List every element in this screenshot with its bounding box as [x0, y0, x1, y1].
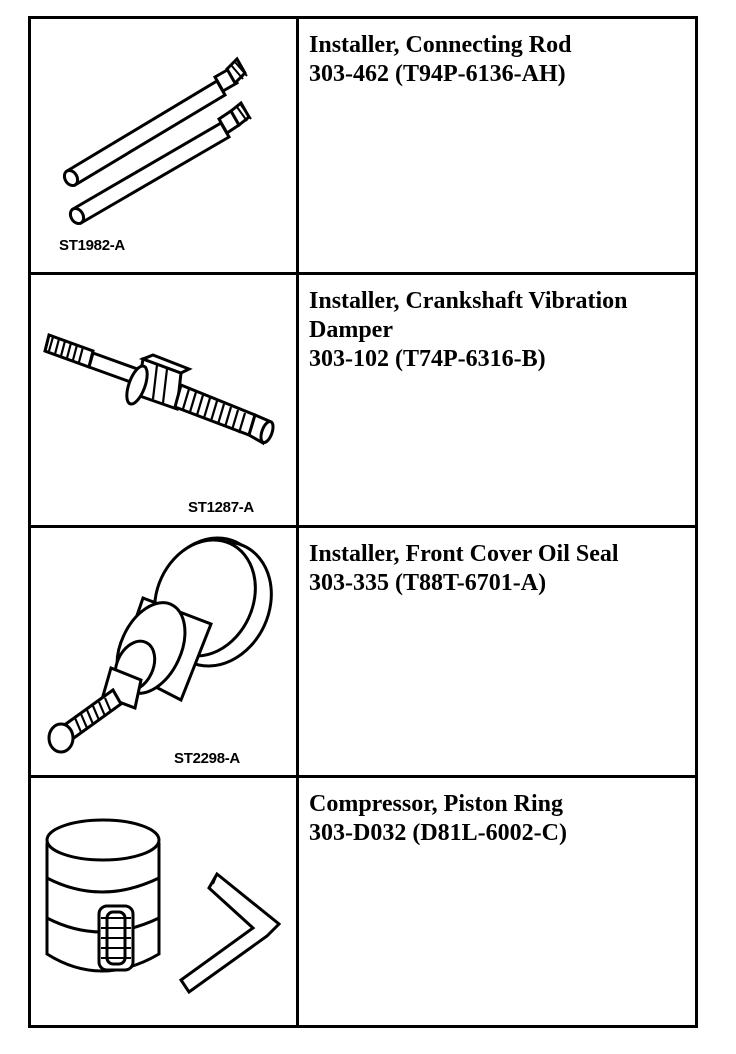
oil-seal-installer-icon	[31, 528, 296, 775]
tool-title: Installer, Front Cover Oil Seal	[309, 541, 619, 567]
illustration-cell	[31, 275, 299, 525]
tool-description	[299, 778, 695, 1025]
tool-number: 303-D032 (D81L-6002-C)	[309, 820, 567, 846]
tool-title: Compressor, Piston Ring	[309, 791, 564, 817]
illustration-code: ST2298-A	[174, 750, 240, 767]
table-row	[31, 275, 695, 528]
table-row	[31, 19, 695, 275]
table-row	[31, 778, 695, 1025]
tool-description	[299, 528, 695, 775]
piston-ring-compressor-icon	[31, 778, 296, 1025]
illustration-code: ST1287-A	[188, 499, 254, 516]
tool-title: Installer, Connecting Rod	[309, 32, 572, 58]
tool-description	[299, 275, 695, 525]
illustration-code: ST1982-A	[59, 237, 125, 254]
illustration-cell	[31, 528, 299, 775]
connecting-rod-installer-icon	[31, 19, 296, 272]
illustration-cell	[31, 778, 299, 1025]
tool-description	[299, 19, 695, 272]
tool-number: 303-335 (T88T-6701-A)	[309, 570, 547, 596]
tool-title: Installer, Crankshaft Vibration Damper	[309, 288, 628, 343]
tool-number: 303-462 (T94P-6136-AH)	[309, 61, 566, 87]
tool-number: 303-102 (T74P-6316-B)	[309, 346, 546, 372]
table-row	[31, 528, 695, 778]
vibration-damper-installer-icon	[31, 275, 296, 525]
illustration-cell	[31, 19, 299, 272]
tool-table	[28, 16, 698, 1028]
